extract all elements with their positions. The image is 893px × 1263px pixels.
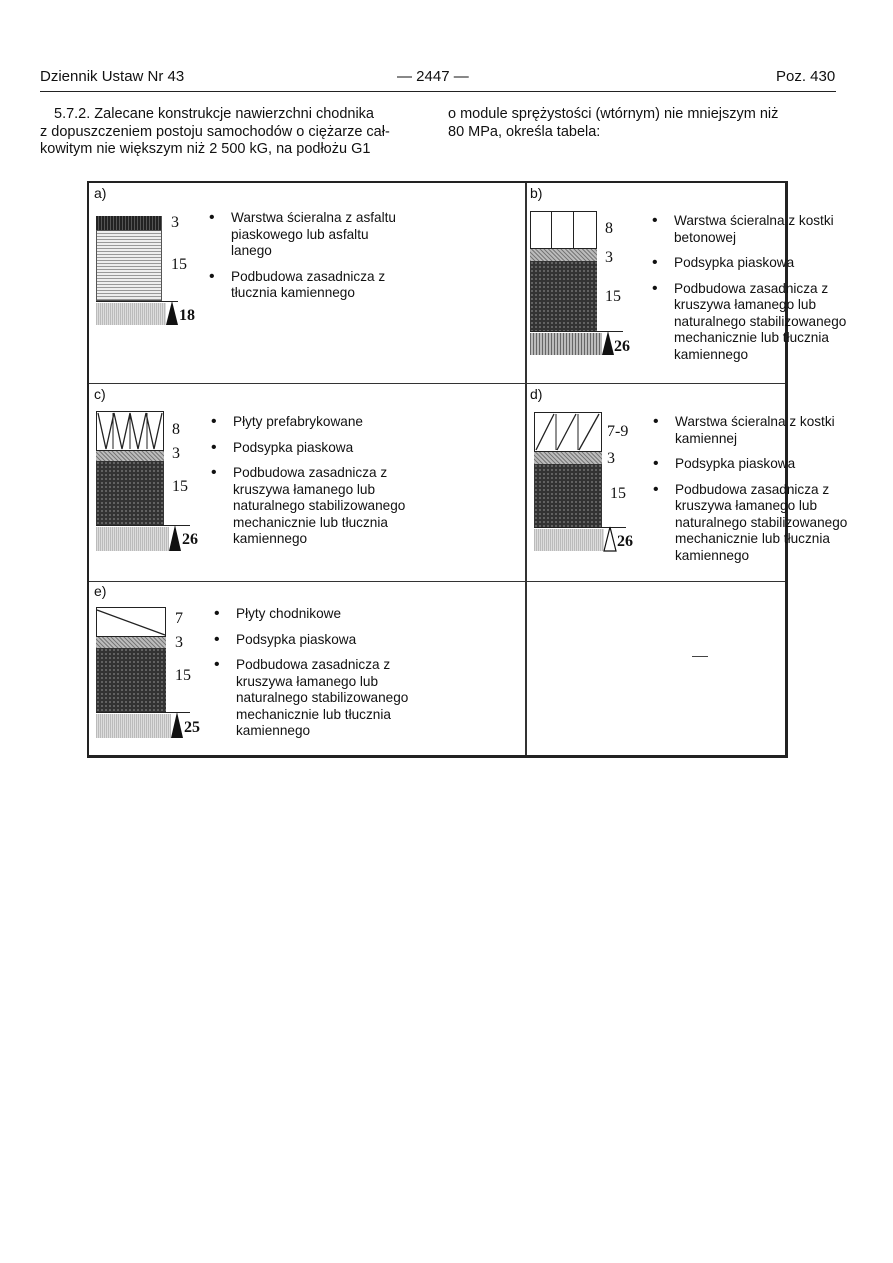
crushed-aggregate-base: [530, 261, 597, 331]
thickness-label: 7: [175, 610, 183, 627]
thickness-label: 15: [172, 478, 188, 495]
intro-line: o module sprężystości (wtórnym) nie mniejszym niż: [448, 106, 779, 122]
layer-list: [653, 414, 858, 573]
cell-b: [527, 183, 847, 383]
block-joint: [551, 212, 552, 250]
header-rule: [40, 91, 836, 92]
intro-right: [448, 106, 838, 141]
layer-list: [209, 210, 409, 311]
subgrade: [96, 527, 169, 551]
thickness-label: 15: [610, 485, 626, 502]
sand-bedding: [96, 451, 164, 461]
subgrade: [534, 529, 604, 551]
subgrade: [96, 303, 166, 325]
layer-list: [214, 606, 424, 749]
layer-item: • Podbudowa zasadnicza z kruszywa łamanego lub naturalnego stabilizowanego mechanicznie lub tłucznia kamiennego: [653, 482, 858, 565]
intro-line: z dopuszczeniem postoju samochodów o ciężarze cał-: [40, 123, 390, 140]
crushed-aggregate-base: [534, 464, 602, 527]
layer-item: • Podsypka piaskowa: [653, 456, 858, 473]
cell-e: [89, 582, 525, 755]
base-layer: [96, 230, 162, 301]
prefabricated-slabs: [96, 411, 164, 451]
total-thickness-arrow: [602, 331, 614, 355]
cell-c: [89, 384, 525, 581]
sand-bedding: [534, 452, 602, 464]
cell-a: [89, 183, 525, 383]
layer-item: • Płyty chodnikowe: [214, 606, 424, 623]
thickness-label: 3: [175, 634, 183, 651]
thickness-label: 3: [172, 445, 180, 462]
thickness-label: 15: [605, 288, 621, 305]
thickness-label: 3: [171, 214, 179, 231]
stone-paving-blocks: [534, 412, 602, 452]
thickness-label: 15: [175, 667, 191, 684]
thickness-label: 7-9: [607, 423, 629, 440]
total-thickness-arrow: [166, 301, 178, 325]
total-thickness: 26: [617, 533, 633, 550]
layer-item: • Podbudowa zasadnicza z tłucznia kamiennego: [209, 269, 409, 302]
total-thickness-arrow: [171, 712, 183, 738]
journal-title: Dziennik Ustaw Nr 43: [40, 68, 185, 85]
intro-left: [40, 106, 430, 159]
thickness-label: 3: [605, 249, 613, 266]
layer-item: • Podbudowa zasadnicza z kruszywa łamanego lub naturalnego stabilizowanego mechanicznie lub tłucznia kamiennego: [211, 465, 421, 548]
position-number: Poz. 430: [776, 68, 836, 85]
stray-mark: [692, 656, 708, 657]
total-thickness: 26: [182, 531, 198, 548]
layer-item: • Podbudowa zasadnicza z kruszywa łamanego lub naturalnego stabilizowanego mechanicznie lub tłucznia kamiennego: [214, 657, 424, 740]
cell-label: b): [530, 185, 543, 201]
total-thickness-arrow: [604, 527, 616, 551]
cell-label: c): [94, 386, 106, 402]
sand-bedding: [530, 249, 597, 261]
crushed-aggregate-base: [96, 461, 164, 525]
cell-empty: [527, 582, 785, 755]
thickness-label: 15: [171, 256, 187, 273]
page-number: — 2447 —: [397, 68, 469, 85]
wearing-layer-asphalt: [96, 216, 162, 230]
crushed-aggregate-base: [96, 648, 166, 712]
block-joint: [573, 212, 574, 250]
cell-label: a): [94, 185, 107, 201]
layer-list: [211, 414, 421, 557]
intro-line: 5.7.2. Zalecane konstrukcje nawierzchni chodnika: [54, 106, 374, 122]
thickness-label: 8: [172, 421, 180, 438]
cell-label: e): [94, 583, 107, 599]
layer-item: • Podsypka piaskowa: [211, 440, 421, 457]
cell-label: d): [530, 386, 543, 402]
layer-item: • Warstwa ścieralna z asfaltu piaskowego lub asfaltu lanego: [209, 210, 409, 260]
intro-line: 80 MPa, określa tabela:: [448, 123, 601, 140]
subgrade: [96, 714, 171, 738]
layer-item: • Podsypka piaskowa: [214, 632, 424, 649]
sand-bedding: [96, 637, 166, 648]
total-thickness: 25: [184, 719, 200, 736]
pavement-slabs: [96, 607, 166, 637]
layer-item: • Warstwa ścieralna z kostki kamiennej: [653, 414, 858, 447]
thickness-label: 3: [607, 450, 615, 467]
total-thickness: 18: [179, 307, 195, 324]
construction-table: [87, 181, 848, 758]
concrete-paving-blocks: [530, 211, 597, 249]
layer-item: • Płyty prefabrykowane: [211, 414, 421, 431]
layer-item: • Podbudowa zasadnicza z kruszywa łamanego lub naturalnego stabilizowanego mechanicznie lub tłucznia kamiennego: [652, 281, 852, 364]
total-thickness: 26: [614, 338, 630, 355]
subgrade: [530, 333, 602, 355]
layer-list: [652, 213, 852, 372]
layer-item: • Warstwa ścieralna z kostki betonowej: [652, 213, 852, 246]
total-thickness-arrow: [169, 525, 181, 551]
intro-line: kowitym nie większym niż 2 500 kG, na podłożu G1: [40, 141, 371, 157]
cell-d: [527, 384, 848, 581]
layer-item: • Podsypka piaskowa: [652, 255, 852, 272]
thickness-label: 8: [605, 220, 613, 237]
